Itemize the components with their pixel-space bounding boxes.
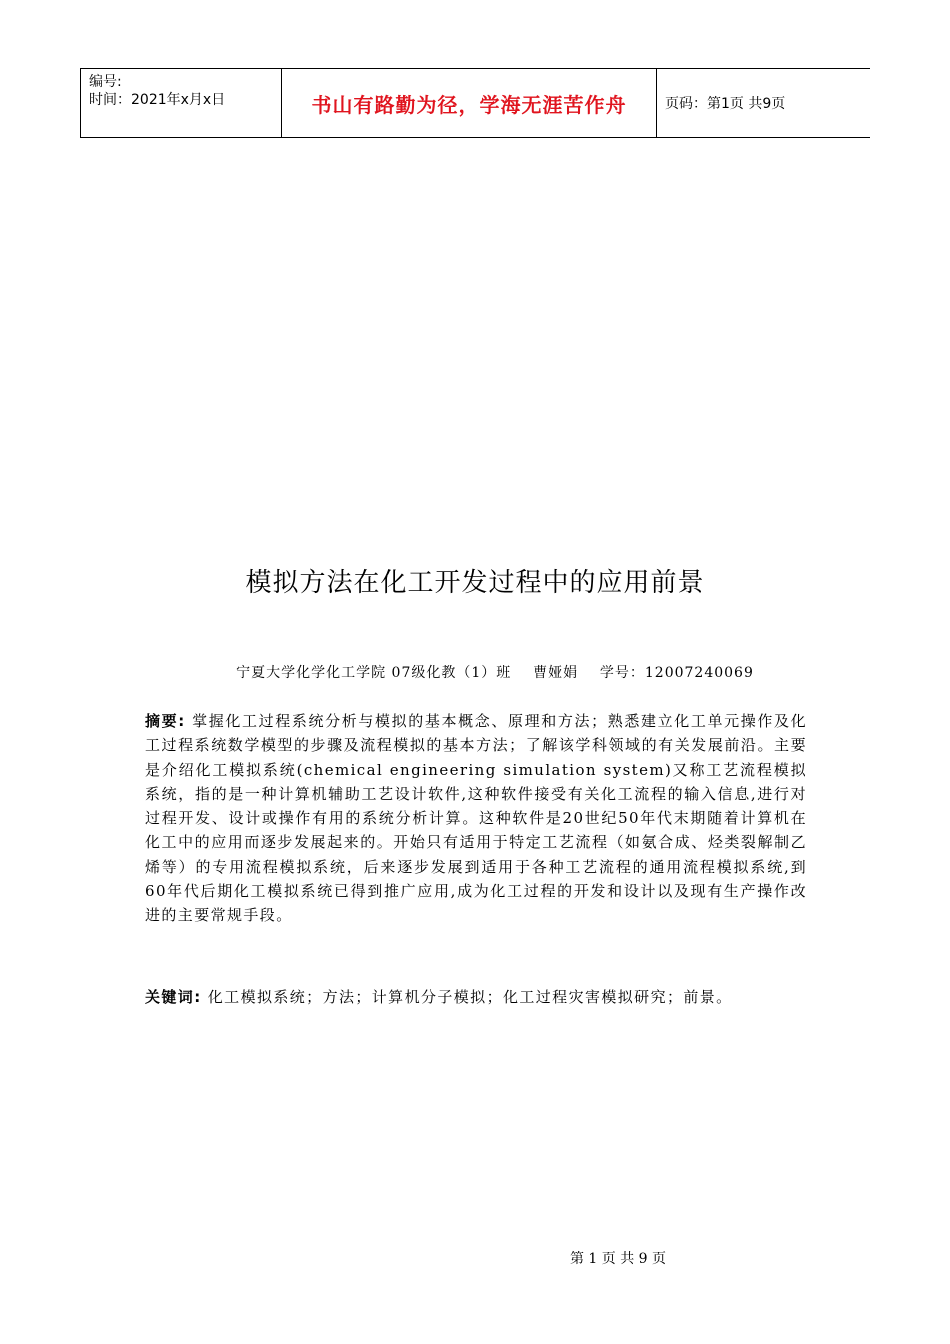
- abstract-text: 掌握化工过程系统分析与模拟的基本概念、原理和方法；熟悉建立化工单元操作及化工过程系统数学模型的步骤及流程模拟的基本方法；了解该学科领域的有关发展前沿。主要是介绍化工模拟系统(chemical engineering simulation system)又称工艺流程模拟系统，指的是一种计算机辅助工艺设计软件,这种软件接受有关化工流程的输入信息,进行对过程开发、设计或操作有用的系统分析计算。这种软件是20世纪50年代末期随着计算机在化工中的应用而逐步发展起来的。开始只有适用于特定工艺流程（如氨合成、烃类裂解制乙烯等）的专用流程模拟系统，后来逐步发展到适用于各种工艺流程的通用流程模拟系统,到60年代后期化工模拟系统已得到推广应用,成为化工过程的开发和设计以及现有生产操作改进的主要常规手段。: [145, 712, 808, 925]
- keywords-text: 化工模拟系统；方法；计算机分子模拟；化工过程灾害模拟研究；前景。: [207, 988, 733, 1006]
- header-page-info: 页码：第1页 共9页: [665, 96, 786, 112]
- header-meta-cell: [80, 69, 282, 137]
- serial-label: 编号:: [89, 74, 122, 90]
- keywords-paragraph: [145, 985, 807, 1009]
- page-header: [80, 68, 870, 138]
- abstract-label: 摘要:: [145, 712, 186, 730]
- header-motto: 书山有路勤为径，学海无涯苦作舟: [282, 69, 657, 137]
- document-title: 模拟方法在化工开发过程中的应用前景: [245, 568, 705, 598]
- abstract-paragraph: [145, 709, 807, 928]
- time-label: 时间：2021年x月x日: [89, 92, 226, 108]
- keywords-label: 关键词:: [145, 988, 202, 1006]
- page-footer: 第 1 页 共 9 页: [569, 1251, 667, 1267]
- author-byline: 宁夏大学化学化工学院 07级化教（1）班 曹娅娟 学号：12007240069: [236, 665, 754, 681]
